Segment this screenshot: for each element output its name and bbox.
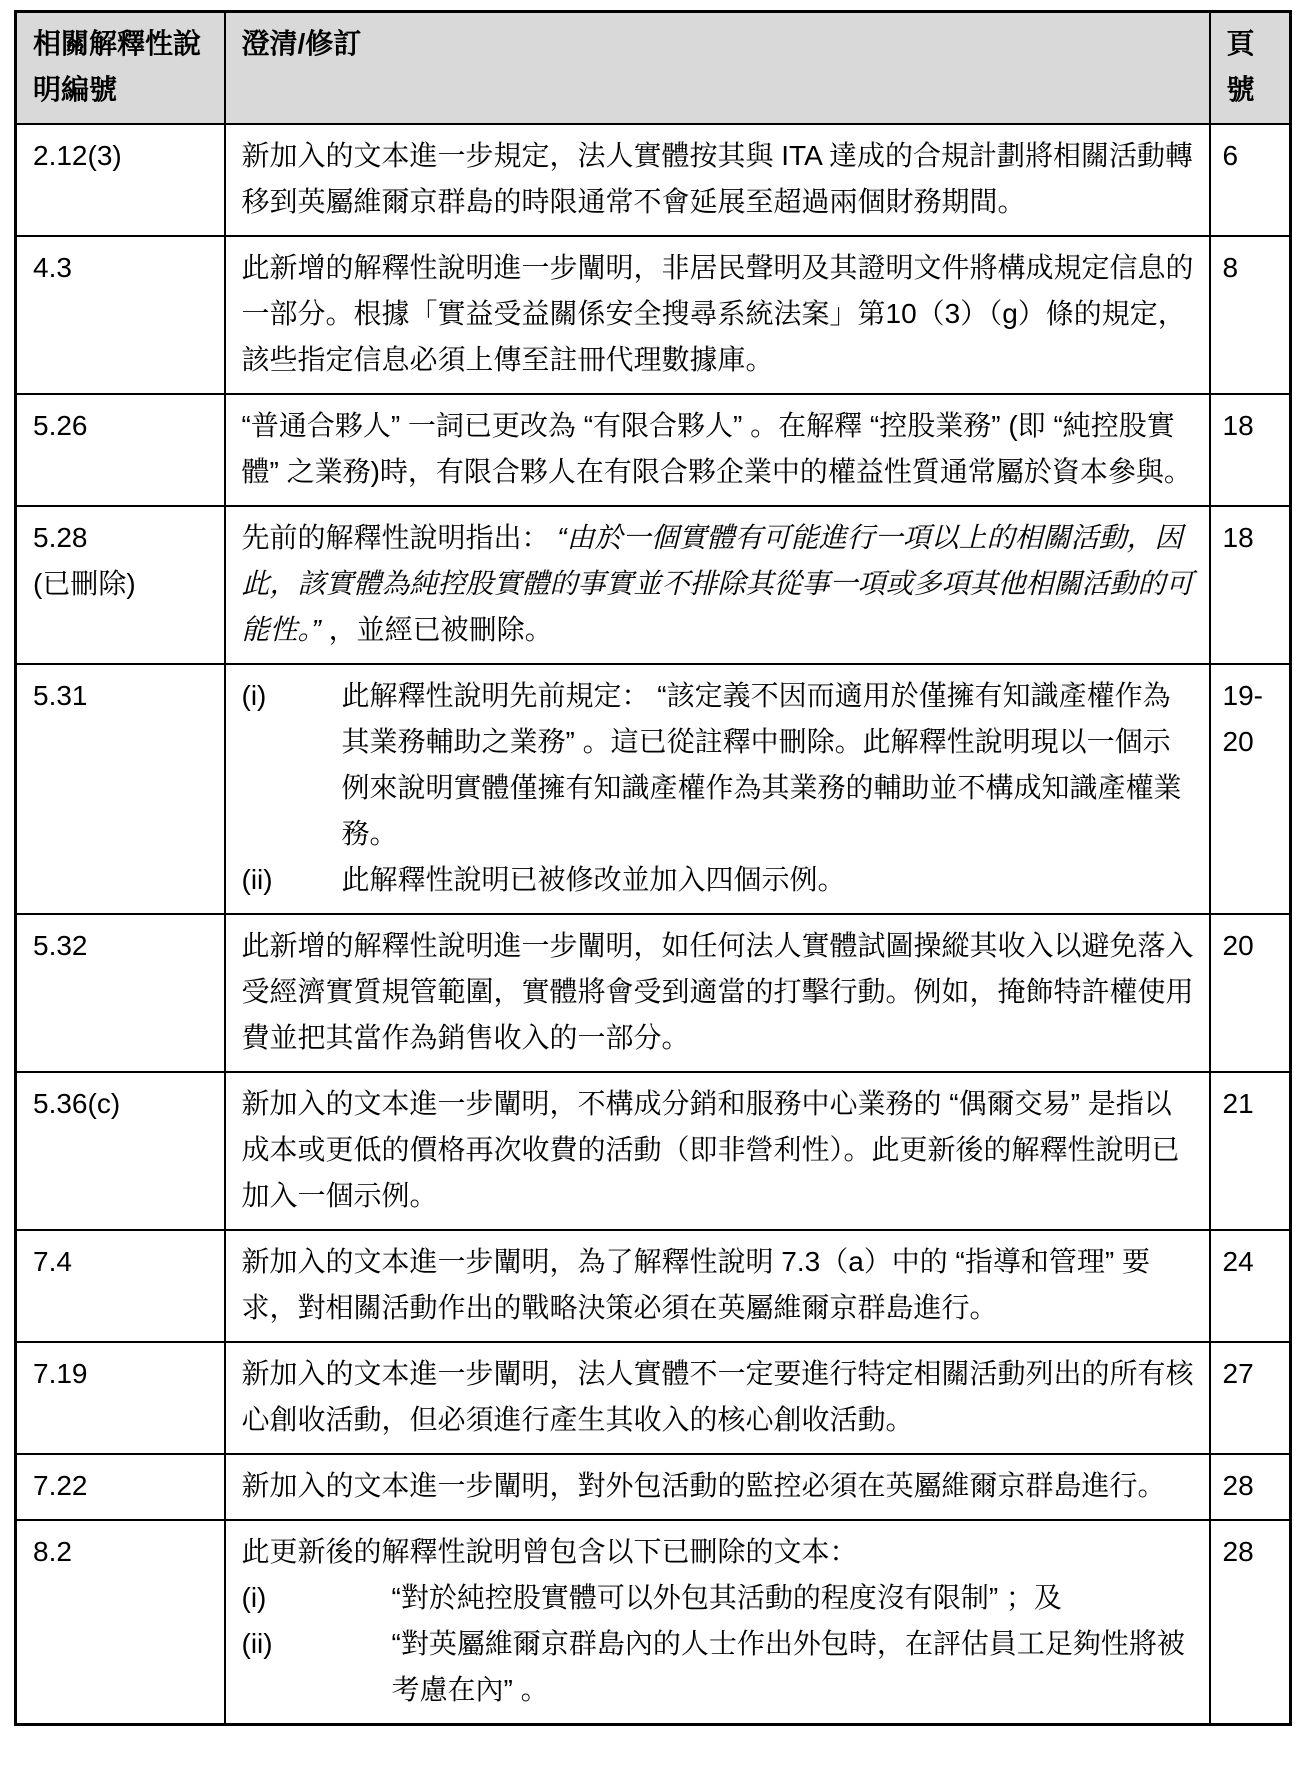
header-page-number: 頁號 [1210, 12, 1291, 125]
list-item [242, 673, 1195, 857]
clarification-cell [225, 394, 1210, 506]
ref-number-cell [16, 236, 225, 394]
paragraph [242, 1351, 1195, 1443]
quoted-deleted-text: “由於一個實體有可能進行一項以上的相關活動，因此，該實體為純控股實體的事實並不排除其從事一項或多項其他相關活動的可能性。” [241, 522, 1194, 645]
page-number-cell: 18 [1210, 394, 1291, 506]
ref-number-cell [16, 1342, 225, 1454]
paragraph [242, 133, 1195, 225]
ref-number: 4.3 [33, 252, 72, 283]
text-segment: ，並經已被刪除。 [320, 614, 553, 645]
page-number-cell: 24 [1210, 1230, 1291, 1342]
text-segment: 新加入的文本進一步規定，法人實體按其與 ITA 達成的合規計劃將相關活動轉移到英屬維爾京群島的時限通常不會延展至超過兩個財務期間。 [241, 140, 1193, 217]
ref-number: 5.32 [33, 930, 88, 961]
ref-number-cell [16, 664, 225, 914]
text-segment: 新加入的文本進一步闡明，不構成分銷和服務中心業務的 “偶爾交易” 是指以成本或更低的價格再次收費的活動（即非營利性）。此更新後的解釋性說明已加入一個示例。 [241, 1088, 1180, 1211]
table-row [16, 1520, 1291, 1725]
list-item [242, 857, 1195, 903]
table-row [16, 914, 1291, 1072]
ref-number: 8.2 [33, 1536, 72, 1567]
clarification-cell [225, 914, 1210, 1072]
table-header-row [16, 12, 1291, 125]
clarification-cell [225, 1230, 1210, 1342]
ref-number: 5.31 [33, 680, 88, 711]
clarification-cell [225, 1520, 1210, 1725]
page-number-cell: 8 [1210, 236, 1291, 394]
paragraph [242, 403, 1195, 495]
text-segment: 新加入的文本進一步闡明，法人實體不一定要進行特定相關活動列出的所有核心創收活動，但必須進行產生其收入的核心創收活動。 [241, 1358, 1194, 1435]
table-row [16, 394, 1291, 506]
table-body [16, 124, 1291, 1725]
text-segment: 此更新後的解釋性說明曾包含以下已刪除的文本： [241, 1536, 858, 1567]
text-segment: 此解釋性說明已被修改並加入四個示例。 [341, 864, 846, 895]
table-row [16, 1230, 1291, 1342]
ref-number-cell [16, 124, 225, 236]
page-number-cell: 18 [1210, 506, 1291, 664]
paragraph [242, 1081, 1195, 1219]
ref-number-cell [16, 394, 225, 506]
table-row [16, 1072, 1291, 1230]
paragraph [242, 1463, 1195, 1509]
text-segment: 新加入的文本進一步闡明，為了解釋性說明 7.3（a）中的 “指導和管理” 要求，對相關活動作出的戰略決策必須在英屬維爾京群島進行。 [241, 1246, 1150, 1323]
explanatory-notes-table [14, 10, 1292, 1726]
list-item-marker: (i) [241, 680, 267, 711]
text-segment: “普通合夥人” 一詞已更改為 “有限合夥人” 。在解釋 “控股業務” (即 “純控股實體” 之業務)時，有限合夥人在有限合夥企業中的權益性質通常屬於資本參與。 [241, 410, 1192, 487]
page-number-cell: 28 [1210, 1520, 1291, 1725]
page-number-cell: 28 [1210, 1454, 1291, 1520]
text-segment: 此新增的解釋性說明進一步闡明，如任何法人實體試圖操縱其收入以避免落入受經濟實質規管範圍，實體將會受到適當的打擊行動。例如，掩飾特許權使用費並把其當作為銷售收入的一部分。 [241, 930, 1194, 1053]
ref-number: 2.12(3) [33, 140, 122, 171]
page-number-cell: 21 [1210, 1072, 1291, 1230]
ref-number: 7.22 [33, 1470, 88, 1501]
paragraph [242, 515, 1195, 653]
ref-number: 5.28 [33, 522, 88, 553]
ref-number: 5.36(c) [33, 1088, 121, 1119]
paragraph [242, 1529, 1195, 1575]
list-item-marker: (ii) [241, 1628, 273, 1659]
table-row [16, 1454, 1291, 1520]
ref-number-cell [16, 506, 225, 664]
clarification-cell [225, 236, 1210, 394]
list-item [242, 1621, 1195, 1713]
paragraph [242, 1239, 1195, 1331]
list-item [242, 1575, 1195, 1621]
ref-note: (已刪除) [33, 568, 136, 599]
list-item-marker: (i) [241, 1582, 267, 1613]
ref-number-cell [16, 1230, 225, 1342]
table-row [16, 1342, 1291, 1454]
page-number-cell: 6 [1210, 124, 1291, 236]
text-segment: 此解釋性說明先前規定： “該定義不因而適用於僅擁有知識產權作為其業務輔助之業務” 。這已從註釋中刪除。此解釋性說明現以一個示例來說明實體僅擁有知識產權作為其業務的輔助並不構成知識產權業務。 [341, 680, 1182, 849]
list-item-marker: (ii) [241, 864, 273, 895]
clarification-cell [225, 506, 1210, 664]
table-row [16, 236, 1291, 394]
clarification-cell [225, 1342, 1210, 1454]
clarification-cell [225, 664, 1210, 914]
page-number-cell: 19-20 [1210, 664, 1291, 914]
text-segment: 新加入的文本進一步闡明，對外包活動的監控必須在英屬維爾京群島進行。 [241, 1470, 1166, 1501]
table-row [16, 664, 1291, 914]
table-row [16, 124, 1291, 236]
text-segment: “對英屬維爾京群島內的人士作出外包時，在評估員工足夠性將被考慮在內” 。 [391, 1628, 1185, 1705]
clarification-cell [225, 124, 1210, 236]
page-number-cell: 20 [1210, 914, 1291, 1072]
ref-number: 7.4 [33, 1246, 72, 1277]
ref-number-cell [16, 1520, 225, 1725]
ref-number-cell [16, 1454, 225, 1520]
paragraph [242, 923, 1195, 1061]
table-row [16, 506, 1291, 664]
ref-number-cell [16, 914, 225, 1072]
ref-number-cell [16, 1072, 225, 1230]
header-ref-number: 相關解釋性說明編號 [16, 12, 225, 125]
ref-number: 7.19 [33, 1358, 88, 1389]
paragraph [242, 245, 1195, 383]
text-segment: 此新增的解釋性說明進一步闡明，非居民聲明及其證明文件將構成規定信息的一部分。根據「實益受益關係安全搜尋系統法案」第10（3）（g）條的規定，該些指定信息必須上傳至註冊代理數據庫。 [241, 252, 1194, 375]
header-clarification: 澄清/修訂 [225, 12, 1210, 125]
text-segment: 先前的解釋性說明指出： [241, 522, 558, 553]
page-number-cell: 27 [1210, 1342, 1291, 1454]
clarification-cell [225, 1454, 1210, 1520]
ref-number: 5.26 [33, 410, 88, 441]
text-segment: “對於純控股實體可以外包其活動的程度沒有限制” ；及 [391, 1582, 1062, 1613]
clarification-cell [225, 1072, 1210, 1230]
